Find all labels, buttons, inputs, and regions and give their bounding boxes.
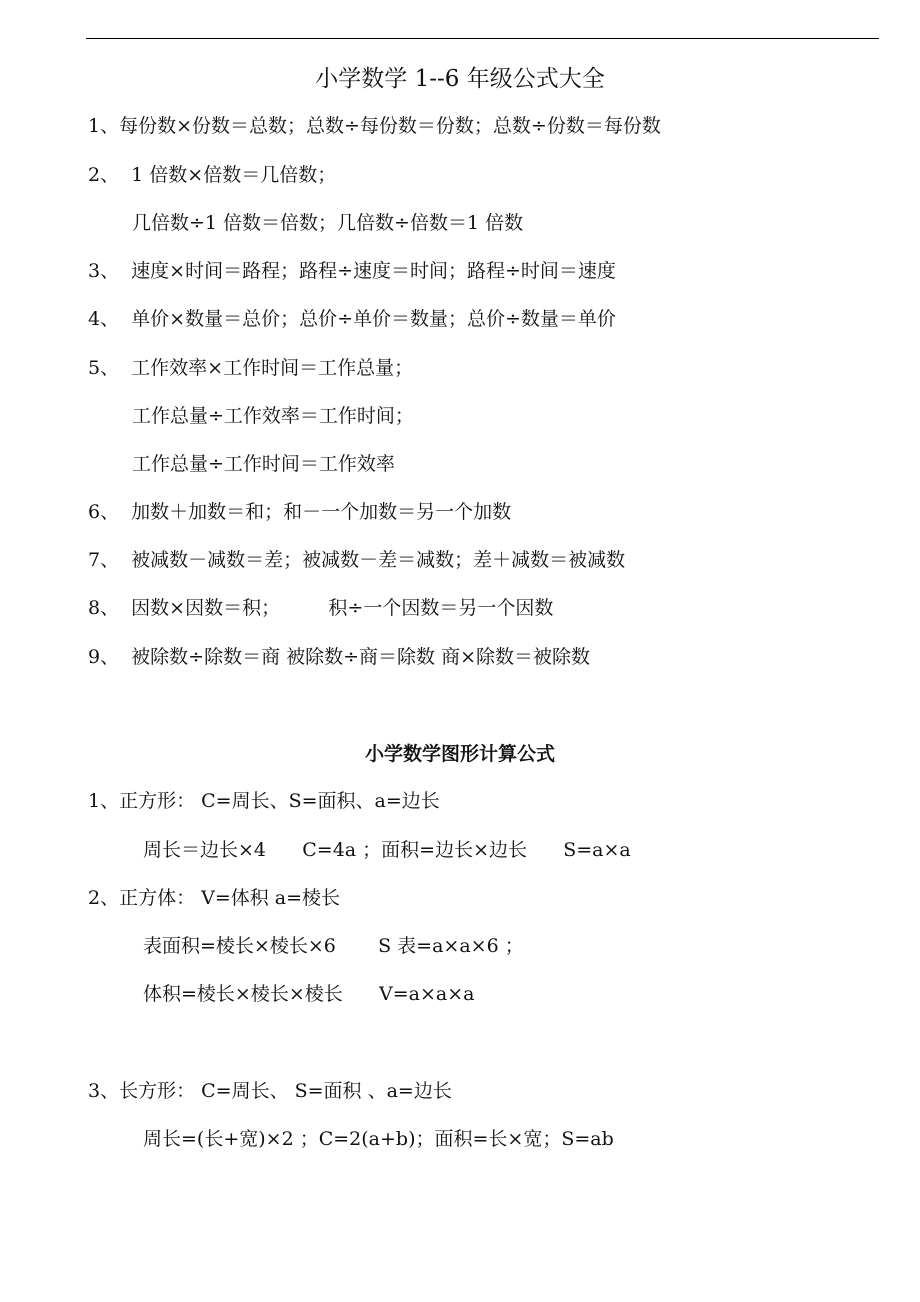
formula-line-7: 7、 被减数－减数＝差；被减数－差＝减数；差＋减数＝被减数	[88, 549, 626, 571]
formula-line-3: 3、 速度×时间＝路程；路程÷速度＝时间；路程÷时间＝速度	[88, 260, 616, 282]
formula-line-1: 1、每份数×份数＝总数；总数÷每份数＝份数；总数÷份数＝每份数	[88, 115, 661, 137]
section-title-shapes: 小学数学图形计算公式	[364, 743, 555, 765]
header-rule	[86, 38, 879, 39]
formula-line-5-cont-2: 工作总量÷工作时间＝工作效率	[132, 453, 395, 475]
formula-line-8: 8、 因数×因数＝积； 积÷一个因数＝另一个因数	[88, 597, 554, 619]
formula-line-2-cont: 几倍数÷1 倍数＝倍数；几倍数÷倍数＝1 倍数	[132, 212, 524, 234]
formula-line-6: 6、 加数＋加数＝和；和－一个加数＝另一个加数	[88, 501, 512, 523]
document-title: 小学数学 1--6 年级公式大全	[315, 66, 605, 92]
formula-line-5: 5、 工作效率×工作时间＝工作总量；	[88, 357, 414, 379]
formula-line-9: 9、 被除数÷除数＝商 被除数÷商＝除数 商×除数＝被除数	[88, 646, 591, 668]
formula-line-5-cont-1: 工作总量÷工作效率＝工作时间；	[132, 405, 414, 427]
shape-line-cube-volume: 体积=棱长×棱长×棱长 V=a×a×a	[143, 983, 475, 1005]
shape-line-square-formula: 周长＝边长×4 C=4a ；面积=边长×边长 S=a×a	[143, 839, 631, 861]
shape-line-rectangle: 3、长方形： C=周长、 S=面积 、a=边长	[88, 1080, 452, 1102]
shape-line-rectangle-formula: 周长=(长+宽)×2 ；C=2(a+b)；面积=长×宽；S=ab	[143, 1128, 614, 1150]
shape-line-cube: 2、正方体： V=体积 a=棱长	[88, 887, 341, 909]
formula-line-2: 2、 1 倍数×倍数＝几倍数；	[88, 164, 337, 186]
shape-line-cube-surface: 表面积=棱长×棱长×6 S 表=a×a×6 ；	[143, 935, 524, 957]
formula-line-4: 4、 单价×数量＝总价；总价÷单价＝数量；总价÷数量＝单价	[88, 308, 616, 330]
shape-line-square: 1、正方形： C=周长、S=面积、a=边长	[88, 790, 440, 812]
